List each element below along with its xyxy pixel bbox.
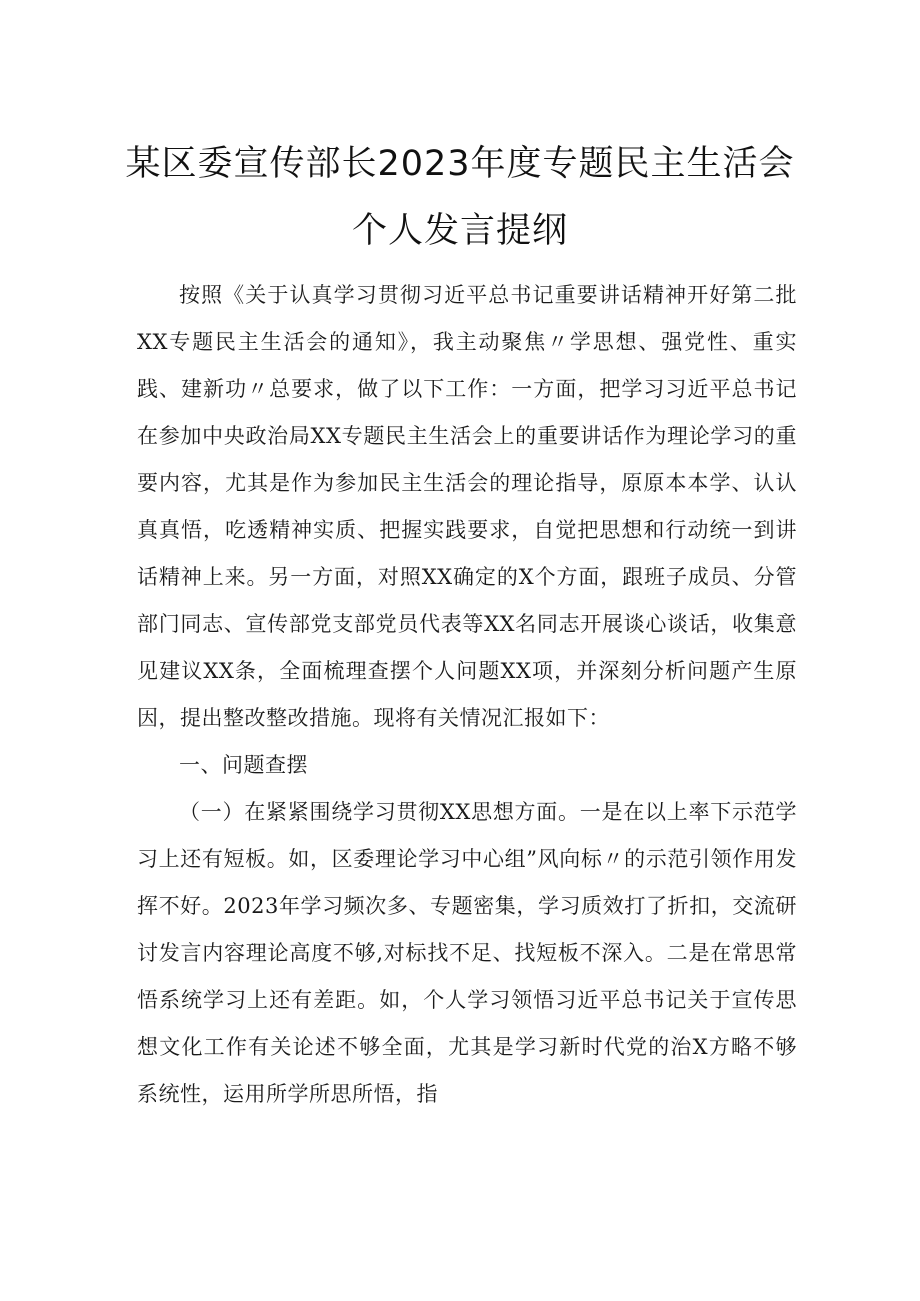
document-body	[137, 272, 797, 1118]
document-title-line-1: 某区委宣传部长2023年度专题民主生活会	[125, 144, 795, 184]
document-title-line-2: 个人发言提纲	[351, 211, 568, 251]
intro-paragraph: 按照《关于认真学习贯彻习近平总书记重要讲话精神开好第二批XX专题民主生活会的通知》，我主动聚焦〃学思想、强党性、重实践、建新功〃总要求，做了以下工作：一方面，把学习习近平总书记在参加中央政治局XX专题民主生活会上的重要讲话作为理论学习的重要内容，尤其是作为参加民主生活会的理论指导，原原本本学、认认真真悟，吃透精神实质、把握实践要求，自觉把思想和行动统一到讲话精神上来。另一方面，对照XX确定的X个方面，跟班子成员、分管部门同志、宣传部党支部党员代表等XX名同志开展谈心谈话，收集意见建议XX条，全面梳理查摆个人问题XX项，并深刻分析问题产生原因，提出整改整改措施。现将有关情况汇报如下：	[137, 283, 797, 730]
subsection-paragraph-1: （一）在紧紧围绕学习贯彻XX思想方面。一是在以上率下示范学习上还有短板。如，区委理论学习中心组”风向标〃的示范引领作用发挥不好。2023年学习频次多、专题密集，学习质效打了折扣，交流研讨发言内容理论高度不够,对标找不足、找短板不深入。二是在常思常悟系统学习上还有差距。如，个人学习领悟习近平总书记关于宣传思想文化工作有关论述不够全面，尤其是学习新时代党的治X方略不够系统性，运用所学所思所悟，指	[137, 800, 797, 1106]
section-heading-problems: 一、问题查摆	[179, 753, 308, 777]
